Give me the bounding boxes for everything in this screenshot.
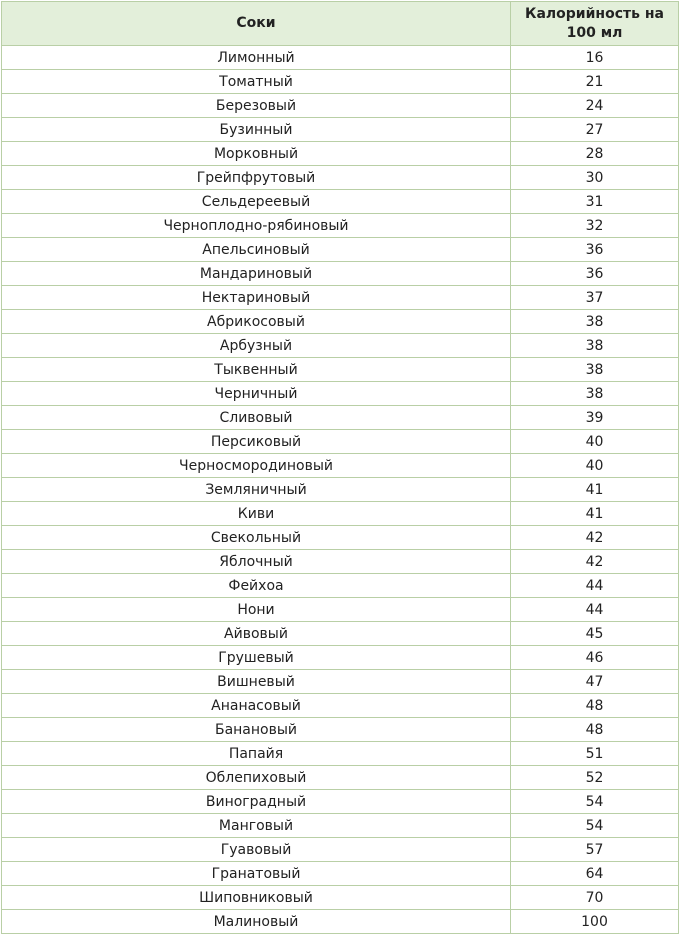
table-header-row [2, 2, 679, 46]
table-row [2, 766, 679, 790]
juice-name-cell: Нони [2, 598, 511, 622]
table-row [2, 454, 679, 478]
juice-name-cell: Грейпфрутовый [2, 166, 511, 190]
table-row [2, 646, 679, 670]
table-row [2, 166, 679, 190]
table-row [2, 478, 679, 502]
calories-cell: 38 [511, 334, 679, 358]
juice-name-cell: Гуавовый [2, 838, 511, 862]
table-row [2, 46, 679, 70]
table-row [2, 574, 679, 598]
calories-cell: 16 [511, 46, 679, 70]
juice-name-cell: Тыквенный [2, 358, 511, 382]
table-row [2, 310, 679, 334]
juice-name-cell: Земляничный [2, 478, 511, 502]
juice-name-cell: Лимонный [2, 46, 511, 70]
juice-name-cell: Персиковый [2, 430, 511, 454]
calories-cell: 21 [511, 70, 679, 94]
table-body [2, 46, 679, 934]
juice-calorie-table-container [1, 1, 678, 934]
calories-cell: 48 [511, 694, 679, 718]
calories-cell: 47 [511, 670, 679, 694]
table-row [2, 214, 679, 238]
table-row [2, 598, 679, 622]
juice-name-cell: Сельдереевый [2, 190, 511, 214]
table-row [2, 286, 679, 310]
juice-name-cell: Папайя [2, 742, 511, 766]
juice-name-cell: Сливовый [2, 406, 511, 430]
juice-name-cell: Нектариновый [2, 286, 511, 310]
table-row [2, 790, 679, 814]
juice-name-cell: Морковный [2, 142, 511, 166]
table-row [2, 70, 679, 94]
juice-name-cell: Манговый [2, 814, 511, 838]
table-row [2, 862, 679, 886]
calories-cell: 100 [511, 910, 679, 934]
calories-cell: 45 [511, 622, 679, 646]
calories-cell: 38 [511, 358, 679, 382]
table-row [2, 718, 679, 742]
header-calories-per-100ml: Калорийность на 100 мл [511, 2, 679, 46]
calories-cell: 36 [511, 238, 679, 262]
juice-name-cell: Березовый [2, 94, 511, 118]
calories-cell: 54 [511, 814, 679, 838]
table-row [2, 262, 679, 286]
table-row [2, 238, 679, 262]
table-row [2, 622, 679, 646]
calories-cell: 31 [511, 190, 679, 214]
table-row [2, 382, 679, 406]
juice-name-cell: Абрикосовый [2, 310, 511, 334]
calories-cell: 39 [511, 406, 679, 430]
juice-name-cell: Фейхоа [2, 574, 511, 598]
table-row [2, 406, 679, 430]
calories-cell: 40 [511, 430, 679, 454]
table-row [2, 334, 679, 358]
table-row [2, 94, 679, 118]
juice-name-cell: Вишневый [2, 670, 511, 694]
juice-name-cell: Банановый [2, 718, 511, 742]
calories-cell: 57 [511, 838, 679, 862]
calories-cell: 42 [511, 550, 679, 574]
table-row [2, 190, 679, 214]
juice-calorie-table [1, 1, 679, 934]
table-row [2, 358, 679, 382]
calories-cell: 46 [511, 646, 679, 670]
table-row [2, 502, 679, 526]
table-row [2, 838, 679, 862]
table-row [2, 526, 679, 550]
juice-name-cell: Виноградный [2, 790, 511, 814]
juice-name-cell: Гранатовый [2, 862, 511, 886]
juice-name-cell: Яблочный [2, 550, 511, 574]
calories-cell: 70 [511, 886, 679, 910]
table-row [2, 910, 679, 934]
calories-cell: 24 [511, 94, 679, 118]
calories-cell: 30 [511, 166, 679, 190]
calories-cell: 48 [511, 718, 679, 742]
juice-name-cell: Айвовый [2, 622, 511, 646]
calories-cell: 41 [511, 478, 679, 502]
calories-cell: 41 [511, 502, 679, 526]
juice-name-cell: Арбузный [2, 334, 511, 358]
table-row [2, 142, 679, 166]
table-row [2, 694, 679, 718]
table-row [2, 118, 679, 142]
table-row [2, 430, 679, 454]
calories-cell: 36 [511, 262, 679, 286]
juice-name-cell: Черноплодно-рябиновый [2, 214, 511, 238]
juice-name-cell: Киви [2, 502, 511, 526]
table-row [2, 550, 679, 574]
header-juices: Соки [2, 2, 511, 46]
calories-cell: 64 [511, 862, 679, 886]
juice-name-cell: Черносмородиновый [2, 454, 511, 478]
calories-cell: 38 [511, 382, 679, 406]
calories-cell: 38 [511, 310, 679, 334]
juice-name-cell: Ананасовый [2, 694, 511, 718]
table-row [2, 814, 679, 838]
juice-name-cell: Мандариновый [2, 262, 511, 286]
table-row [2, 886, 679, 910]
juice-name-cell: Малиновый [2, 910, 511, 934]
juice-name-cell: Апельсиновый [2, 238, 511, 262]
calories-cell: 28 [511, 142, 679, 166]
juice-name-cell: Черничный [2, 382, 511, 406]
table-row [2, 742, 679, 766]
juice-name-cell: Томатный [2, 70, 511, 94]
juice-name-cell: Бузинный [2, 118, 511, 142]
calories-cell: 42 [511, 526, 679, 550]
calories-cell: 37 [511, 286, 679, 310]
table-row [2, 670, 679, 694]
calories-cell: 54 [511, 790, 679, 814]
calories-cell: 44 [511, 574, 679, 598]
juice-name-cell: Свекольный [2, 526, 511, 550]
calories-cell: 40 [511, 454, 679, 478]
juice-name-cell: Грушевый [2, 646, 511, 670]
juice-name-cell: Шиповниковый [2, 886, 511, 910]
calories-cell: 27 [511, 118, 679, 142]
calories-cell: 32 [511, 214, 679, 238]
calories-cell: 44 [511, 598, 679, 622]
calories-cell: 51 [511, 742, 679, 766]
juice-name-cell: Облепиховый [2, 766, 511, 790]
calories-cell: 52 [511, 766, 679, 790]
